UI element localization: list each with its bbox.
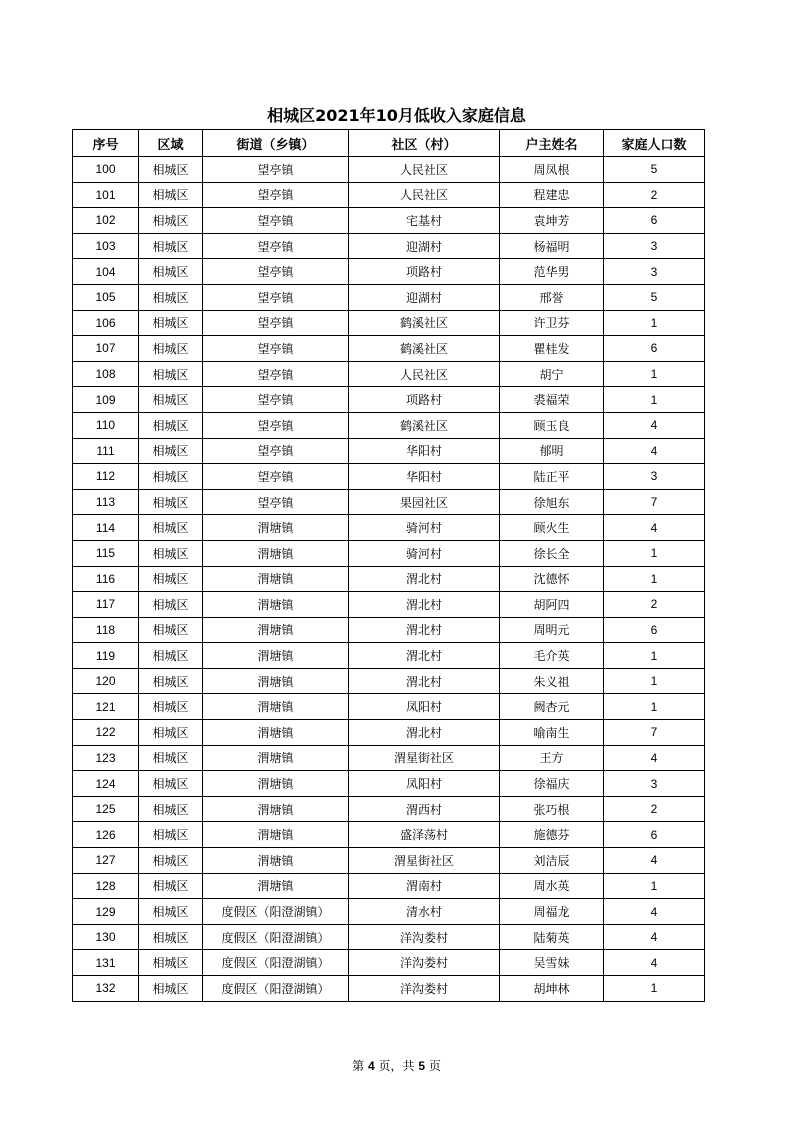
family-size-cell: 7 (604, 720, 705, 746)
street-cell: 渭塘镇 (203, 822, 349, 848)
street-cell: 度假区（阳澄湖镇） (203, 950, 349, 976)
table-row (73, 208, 705, 234)
householder-cell: 周水英 (500, 873, 604, 899)
index-cell: 117 (73, 592, 139, 618)
district-cell: 相城区 (139, 950, 203, 976)
district-cell: 相城区 (139, 694, 203, 720)
householder-cell: 张巧根 (500, 796, 604, 822)
table-row (73, 694, 705, 720)
index-cell: 128 (73, 873, 139, 899)
householder-cell: 周福龙 (500, 899, 604, 925)
community-cell: 渭星街社区 (349, 745, 500, 771)
householder-cell: 毛介英 (500, 643, 604, 669)
community-cell: 果园社区 (349, 489, 500, 515)
district-cell: 相城区 (139, 515, 203, 541)
index-cell: 118 (73, 617, 139, 643)
householder-cell: 徐长全 (500, 540, 604, 566)
column-header-index: 序号 (73, 130, 139, 157)
community-cell: 洋沟娄村 (349, 950, 500, 976)
community-cell: 鹤溪社区 (349, 412, 500, 438)
householder-cell: 杨福明 (500, 233, 604, 259)
district-cell: 相城区 (139, 592, 203, 618)
family-size-cell: 5 (604, 157, 705, 183)
district-cell: 相城区 (139, 387, 203, 413)
footer-middle: 页，共 (378, 1059, 415, 1073)
family-size-cell: 4 (604, 745, 705, 771)
family-size-cell: 1 (604, 566, 705, 592)
family-size-cell: 2 (604, 182, 705, 208)
table-row (73, 233, 705, 259)
district-cell: 相城区 (139, 489, 203, 515)
householder-cell: 施德芬 (500, 822, 604, 848)
community-cell: 渭北村 (349, 592, 500, 618)
district-cell: 相城区 (139, 643, 203, 669)
family-size-cell: 1 (604, 668, 705, 694)
column-header-community: 社区（村） (349, 130, 500, 157)
street-cell: 望亭镇 (203, 464, 349, 490)
district-cell: 相城区 (139, 796, 203, 822)
table-row (73, 464, 705, 490)
community-cell: 凤阳村 (349, 694, 500, 720)
district-cell: 相城区 (139, 924, 203, 950)
footer-prefix: 第 (352, 1059, 365, 1073)
table-row (73, 771, 705, 797)
householder-cell: 胡阿四 (500, 592, 604, 618)
street-cell: 望亭镇 (203, 284, 349, 310)
street-cell: 渭塘镇 (203, 643, 349, 669)
table-row (73, 668, 705, 694)
index-cell: 104 (73, 259, 139, 285)
householder-cell: 邢誉 (500, 284, 604, 310)
householder-cell: 朱义祖 (500, 668, 604, 694)
index-cell: 105 (73, 284, 139, 310)
district-cell: 相城区 (139, 336, 203, 362)
family-size-cell: 3 (604, 771, 705, 797)
street-cell: 渭塘镇 (203, 771, 349, 797)
street-cell: 度假区（阳澄湖镇） (203, 924, 349, 950)
householder-cell: 徐旭东 (500, 489, 604, 515)
index-cell: 102 (73, 208, 139, 234)
family-size-cell: 2 (604, 796, 705, 822)
index-cell: 116 (73, 566, 139, 592)
index-cell: 106 (73, 310, 139, 336)
family-size-cell: 6 (604, 208, 705, 234)
householder-cell: 袁坤芳 (500, 208, 604, 234)
community-cell: 华阳村 (349, 464, 500, 490)
district-cell: 相城区 (139, 822, 203, 848)
family-size-cell: 6 (604, 617, 705, 643)
street-cell: 渭塘镇 (203, 745, 349, 771)
table-row (73, 643, 705, 669)
community-cell: 渭北村 (349, 643, 500, 669)
index-cell: 119 (73, 643, 139, 669)
householder-cell: 瞿桂发 (500, 336, 604, 362)
householder-cell: 王方 (500, 745, 604, 771)
community-cell: 项路村 (349, 387, 500, 413)
street-cell: 望亭镇 (203, 489, 349, 515)
district-cell: 相城区 (139, 361, 203, 387)
householder-cell: 裘福荣 (500, 387, 604, 413)
street-cell: 渭塘镇 (203, 617, 349, 643)
family-size-cell: 1 (604, 694, 705, 720)
index-cell: 126 (73, 822, 139, 848)
index-cell: 110 (73, 412, 139, 438)
community-cell: 清水村 (349, 899, 500, 925)
householder-cell: 胡坤林 (500, 976, 604, 1002)
district-cell: 相城区 (139, 617, 203, 643)
community-cell: 人民社区 (349, 157, 500, 183)
index-cell: 103 (73, 233, 139, 259)
householder-cell: 刘洁辰 (500, 848, 604, 874)
district-cell: 相城区 (139, 233, 203, 259)
table-row (73, 157, 705, 183)
community-cell: 华阳村 (349, 438, 500, 464)
community-cell: 渭西村 (349, 796, 500, 822)
street-cell: 望亭镇 (203, 157, 349, 183)
street-cell: 渭塘镇 (203, 540, 349, 566)
community-cell: 洋沟娄村 (349, 976, 500, 1002)
family-size-cell: 6 (604, 336, 705, 362)
index-cell: 129 (73, 899, 139, 925)
district-cell: 相城区 (139, 284, 203, 310)
table-row (73, 822, 705, 848)
index-cell: 123 (73, 745, 139, 771)
index-cell: 125 (73, 796, 139, 822)
district-cell: 相城区 (139, 566, 203, 592)
table-row (73, 412, 705, 438)
index-cell: 107 (73, 336, 139, 362)
family-size-cell: 7 (604, 489, 705, 515)
index-cell: 109 (73, 387, 139, 413)
householder-cell: 顾玉良 (500, 412, 604, 438)
index-cell: 111 (73, 438, 139, 464)
street-cell: 望亭镇 (203, 438, 349, 464)
family-size-cell: 1 (604, 540, 705, 566)
community-cell: 项路村 (349, 259, 500, 285)
family-size-cell: 4 (604, 412, 705, 438)
header-row (73, 130, 705, 157)
index-cell: 127 (73, 848, 139, 874)
householder-cell: 阙杏元 (500, 694, 604, 720)
table-row (73, 796, 705, 822)
index-cell: 100 (73, 157, 139, 183)
district-cell: 相城区 (139, 259, 203, 285)
district-cell: 相城区 (139, 157, 203, 183)
street-cell: 渭塘镇 (203, 694, 349, 720)
page-title: 相城区2021年10月低收入家庭信息 (267, 106, 526, 125)
index-cell: 122 (73, 720, 139, 746)
community-cell: 渭北村 (349, 617, 500, 643)
street-cell: 渭塘镇 (203, 515, 349, 541)
district-cell: 相城区 (139, 848, 203, 874)
family-size-cell: 1 (604, 310, 705, 336)
table-row (73, 848, 705, 874)
family-size-cell: 1 (604, 873, 705, 899)
householder-cell: 顾火生 (500, 515, 604, 541)
family-size-cell: 3 (604, 259, 705, 285)
low-income-table (72, 129, 705, 1002)
table-row (73, 873, 705, 899)
community-cell: 鹤溪社区 (349, 310, 500, 336)
householder-cell: 喻南生 (500, 720, 604, 746)
family-size-cell: 4 (604, 848, 705, 874)
community-cell: 骑河村 (349, 540, 500, 566)
street-cell: 望亭镇 (203, 412, 349, 438)
index-cell: 108 (73, 361, 139, 387)
householder-cell: 许卫芬 (500, 310, 604, 336)
table-row (73, 284, 705, 310)
table-row (73, 745, 705, 771)
table-row (73, 592, 705, 618)
community-cell: 盛泽荡村 (349, 822, 500, 848)
street-cell: 望亭镇 (203, 208, 349, 234)
community-cell: 洋沟娄村 (349, 924, 500, 950)
table-row (73, 617, 705, 643)
householder-cell: 周明元 (500, 617, 604, 643)
table-row (73, 489, 705, 515)
index-cell: 130 (73, 924, 139, 950)
footer-suffix: 页 (428, 1059, 441, 1073)
householder-cell: 吴雪妹 (500, 950, 604, 976)
column-header-family-size: 家庭人口数 (604, 130, 705, 157)
footer-page-number: 4 (367, 1059, 375, 1073)
street-cell: 望亭镇 (203, 233, 349, 259)
street-cell: 度假区（阳澄湖镇） (203, 899, 349, 925)
community-cell: 渭星街社区 (349, 848, 500, 874)
district-cell: 相城区 (139, 540, 203, 566)
district-cell: 相城区 (139, 771, 203, 797)
table-row (73, 310, 705, 336)
community-cell: 渭南村 (349, 873, 500, 899)
column-header-street: 街道（乡镇） (203, 130, 349, 157)
community-cell: 骑河村 (349, 515, 500, 541)
street-cell: 渭塘镇 (203, 873, 349, 899)
table-row (73, 924, 705, 950)
community-cell: 迎湖村 (349, 284, 500, 310)
family-size-cell: 4 (604, 899, 705, 925)
street-cell: 望亭镇 (203, 182, 349, 208)
family-size-cell: 1 (604, 643, 705, 669)
district-cell: 相城区 (139, 464, 203, 490)
householder-cell: 陆菊英 (500, 924, 604, 950)
family-size-cell: 1 (604, 976, 705, 1002)
street-cell: 度假区（阳澄湖镇） (203, 976, 349, 1002)
family-size-cell: 4 (604, 950, 705, 976)
street-cell: 望亭镇 (203, 387, 349, 413)
community-cell: 凤阳村 (349, 771, 500, 797)
index-cell: 101 (73, 182, 139, 208)
table-row (73, 899, 705, 925)
district-cell: 相城区 (139, 745, 203, 771)
community-cell: 人民社区 (349, 182, 500, 208)
community-cell: 鹤溪社区 (349, 336, 500, 362)
table-row (73, 361, 705, 387)
footer-total-pages: 5 (418, 1059, 426, 1073)
street-cell: 渭塘镇 (203, 720, 349, 746)
table-row (73, 438, 705, 464)
householder-cell: 周凤根 (500, 157, 604, 183)
district-cell: 相城区 (139, 668, 203, 694)
table-row (73, 182, 705, 208)
community-cell: 迎湖村 (349, 233, 500, 259)
table-row (73, 336, 705, 362)
householder-cell: 陆正平 (500, 464, 604, 490)
district-cell: 相城区 (139, 720, 203, 746)
table-row (73, 566, 705, 592)
street-cell: 渭塘镇 (203, 592, 349, 618)
community-cell: 宅基村 (349, 208, 500, 234)
householder-cell: 徐福庆 (500, 771, 604, 797)
householder-cell: 范华男 (500, 259, 604, 285)
family-size-cell: 6 (604, 822, 705, 848)
street-cell: 望亭镇 (203, 259, 349, 285)
family-size-cell: 4 (604, 438, 705, 464)
district-cell: 相城区 (139, 412, 203, 438)
column-header-district: 区域 (139, 130, 203, 157)
street-cell: 渭塘镇 (203, 668, 349, 694)
street-cell: 望亭镇 (203, 361, 349, 387)
family-size-cell: 3 (604, 233, 705, 259)
table-row (73, 950, 705, 976)
street-cell: 望亭镇 (203, 310, 349, 336)
community-cell: 渭北村 (349, 668, 500, 694)
district-cell: 相城区 (139, 438, 203, 464)
table-row (73, 259, 705, 285)
community-cell: 人民社区 (349, 361, 500, 387)
family-size-cell: 4 (604, 515, 705, 541)
table-row (73, 387, 705, 413)
street-cell: 渭塘镇 (203, 848, 349, 874)
family-size-cell: 3 (604, 464, 705, 490)
family-size-cell: 1 (604, 361, 705, 387)
family-size-cell: 5 (604, 284, 705, 310)
householder-cell: 程建忠 (500, 182, 604, 208)
index-cell: 121 (73, 694, 139, 720)
family-size-cell: 4 (604, 924, 705, 950)
table-body (73, 157, 705, 1002)
street-cell: 望亭镇 (203, 336, 349, 362)
table-row (73, 720, 705, 746)
index-cell: 114 (73, 515, 139, 541)
district-cell: 相城区 (139, 182, 203, 208)
index-cell: 120 (73, 668, 139, 694)
householder-cell: 郁明 (500, 438, 604, 464)
index-cell: 131 (73, 950, 139, 976)
district-cell: 相城区 (139, 873, 203, 899)
district-cell: 相城区 (139, 976, 203, 1002)
index-cell: 113 (73, 489, 139, 515)
householder-cell: 胡宁 (500, 361, 604, 387)
table-row (73, 515, 705, 541)
district-cell: 相城区 (139, 310, 203, 336)
street-cell: 渭塘镇 (203, 796, 349, 822)
page-footer (0, 1057, 793, 1074)
index-cell: 132 (73, 976, 139, 1002)
table-row (73, 976, 705, 1002)
district-cell: 相城区 (139, 208, 203, 234)
column-header-householder: 户主姓名 (500, 130, 604, 157)
index-cell: 112 (73, 464, 139, 490)
family-size-cell: 1 (604, 387, 705, 413)
index-cell: 115 (73, 540, 139, 566)
community-cell: 渭北村 (349, 566, 500, 592)
householder-cell: 沈德怀 (500, 566, 604, 592)
district-cell: 相城区 (139, 899, 203, 925)
index-cell: 124 (73, 771, 139, 797)
street-cell: 渭塘镇 (203, 566, 349, 592)
table-row (73, 540, 705, 566)
community-cell: 渭北村 (349, 720, 500, 746)
family-size-cell: 2 (604, 592, 705, 618)
